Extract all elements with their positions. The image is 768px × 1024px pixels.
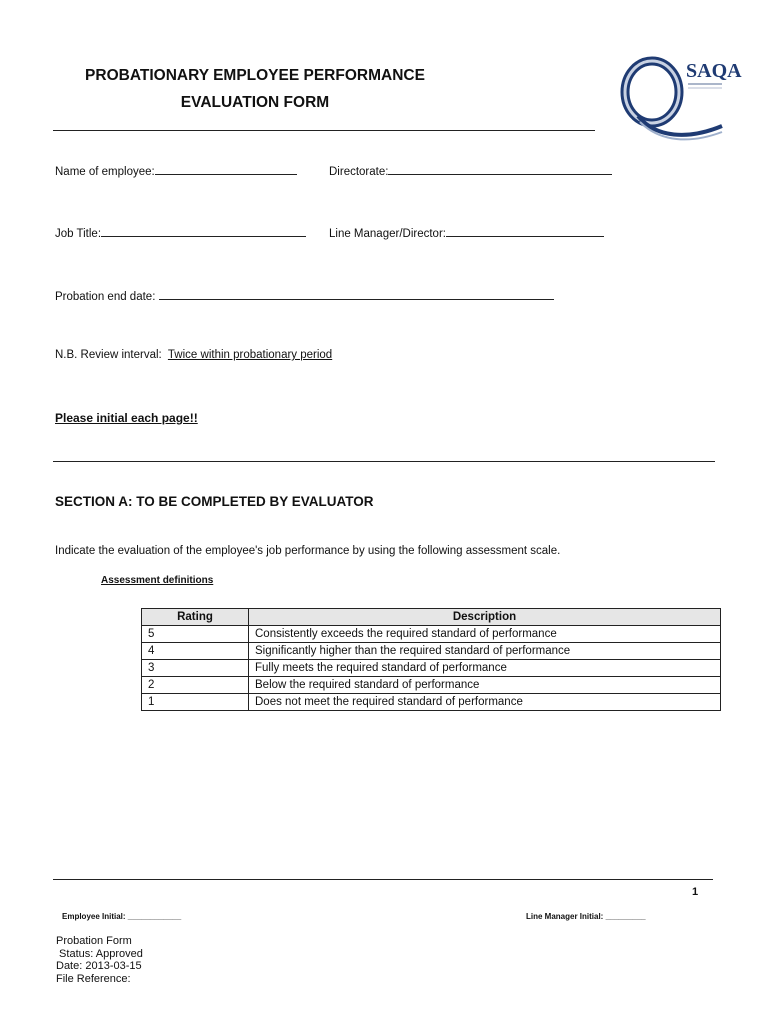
table-row <box>142 694 721 711</box>
section-a-heading: SECTION A: TO BE COMPLETED BY EVALUATOR <box>55 494 374 509</box>
description-cell: Significantly higher than the required standard of performance <box>249 643 721 660</box>
rating-cell: 4 <box>142 643 249 660</box>
doc-meta-line: File Reference: <box>56 972 131 985</box>
employee-initial[interactable]: Employee Initial: ____________ <box>62 912 182 921</box>
line-manager-field[interactable] <box>329 225 604 240</box>
line-manager-blank[interactable] <box>446 225 604 237</box>
rating-cell: 1 <box>142 694 249 711</box>
line-manager-initial[interactable]: Line Manager Initial: _________ <box>526 912 646 921</box>
directorate-label: Directorate: <box>329 166 389 178</box>
doc-meta-line: Status: Approved <box>56 947 143 960</box>
employee-name-field[interactable] <box>55 163 297 178</box>
saqa-logo <box>618 54 742 144</box>
rating-cell: 3 <box>142 660 249 677</box>
rating-cell: 5 <box>142 626 249 643</box>
review-interval-value: Twice within probationary period <box>167 349 333 361</box>
assessment-instruction: Indicate the evaluation of the employee's job performance by using the following assessment scale. <box>55 545 561 557</box>
saqa-logo-text: SAQA <box>686 60 742 82</box>
description-cell: Fully meets the required standard of performance <box>249 660 721 677</box>
table-row <box>142 677 721 694</box>
form-title <box>45 62 465 116</box>
document-metadata <box>56 935 143 985</box>
job-title-blank[interactable] <box>101 225 306 237</box>
description-header: Description <box>249 609 721 626</box>
line-manager-label: Line Manager/Director: <box>329 228 446 240</box>
doc-meta-line: Date: 2013-03-15 <box>56 960 142 972</box>
initial-page-note: Please initial each page!! <box>55 411 198 425</box>
footer-divider <box>53 879 713 880</box>
employee-name-blank[interactable] <box>155 163 297 175</box>
doc-meta-line: Probation Form <box>56 935 132 947</box>
job-title-label: Job Title: <box>55 228 102 240</box>
table-row <box>142 626 721 643</box>
rating-header: Rating <box>142 609 249 626</box>
description-cell: Consistently exceeds the required standard of performance <box>249 626 721 643</box>
rating-cell: 2 <box>142 677 249 694</box>
probation-end-label: Probation end date: <box>55 291 156 303</box>
table-row <box>142 660 721 677</box>
assessment-scale-table <box>141 608 721 711</box>
section-divider <box>53 461 715 462</box>
review-interval <box>55 349 332 361</box>
probation-end-field[interactable] <box>55 288 554 303</box>
description-cell: Below the required standard of performance <box>249 677 721 694</box>
directorate-field[interactable] <box>329 163 612 178</box>
review-interval-label: N.B. Review interval: <box>55 349 162 361</box>
employee-name-label: Name of employee: <box>55 166 155 178</box>
table-row <box>142 643 721 660</box>
directorate-blank[interactable] <box>388 163 612 175</box>
table-header-row <box>142 609 721 626</box>
form-title-line1: PROBATIONARY EMPLOYEE PERFORMANCE <box>85 67 425 84</box>
description-cell: Does not meet the required standard of performance <box>249 694 721 711</box>
page-number: 1 <box>692 886 699 898</box>
header-divider <box>53 130 595 131</box>
form-title-line2: EVALUATION FORM <box>180 94 330 111</box>
assessment-definitions-label: Assessment definitions <box>101 575 214 586</box>
job-title-field[interactable] <box>55 225 306 240</box>
probation-end-blank[interactable] <box>159 288 554 300</box>
